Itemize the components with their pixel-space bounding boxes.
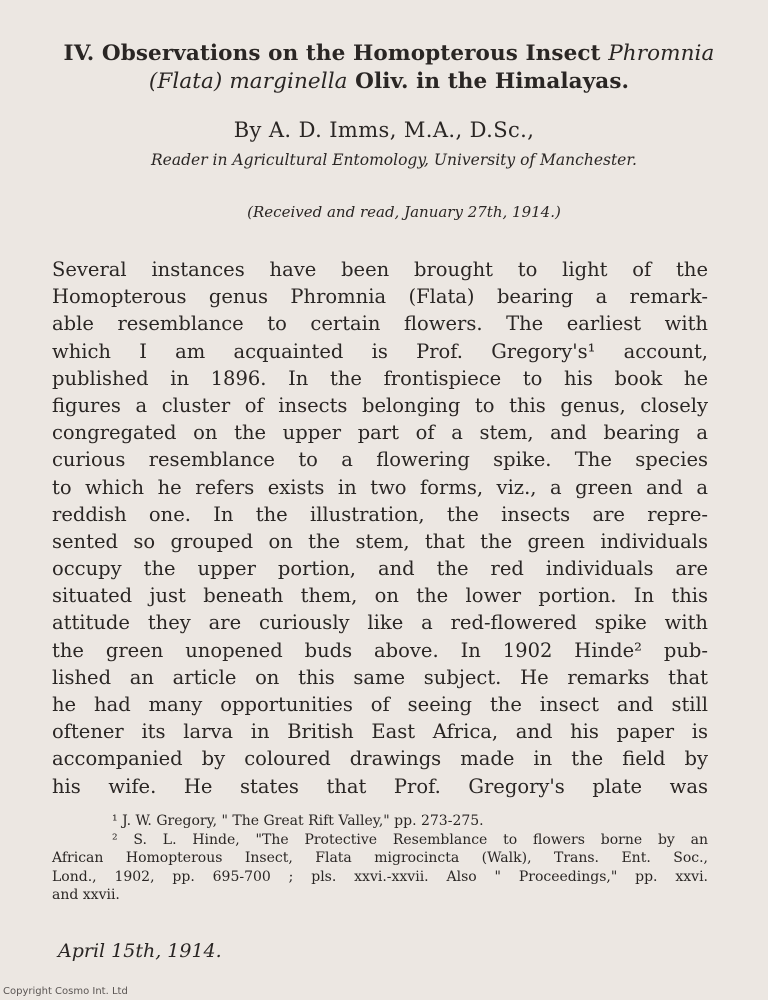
body-line: situated just beneath them, on the lower portion. In this xyxy=(52,584,708,608)
body-line: oftener its larva in British East Africa, and his paper is xyxy=(52,720,708,744)
author-byline: By A. D. Imms, M.A., D.Sc., xyxy=(233,118,535,142)
body-line: published in 1896. In the frontispiece to his book he xyxy=(52,366,708,390)
body-line: accompanied by coloured drawings made in the field by xyxy=(52,747,708,771)
body-line: congregated on the upper part of a stem, and bearing a xyxy=(52,421,708,445)
footnote-2-end: and xxvii. xyxy=(52,887,120,903)
body-line: which I am acquainted is Prof. Gregory's¹ account, xyxy=(52,339,708,363)
author-affiliation: Reader in Agricultural Entomology, University of Manchester. xyxy=(151,151,637,169)
body-paragraph xyxy=(52,256,708,800)
body-line: figures a cluster of insects belonging to this genus, closely xyxy=(52,393,708,417)
title-line-1 xyxy=(30,40,748,68)
body-line: reddish one. In the illustration, the insects are repre- xyxy=(52,502,708,526)
title-line-2 xyxy=(30,68,748,96)
body-line: attitude they are curiously like a red-flowered spike with xyxy=(52,611,708,635)
body-line: Homopterous genus Phromnia (Flata) bearing a remark- xyxy=(52,285,708,309)
title-species: (Flata) marginella xyxy=(148,69,348,94)
body-line: curious resemblance to a flowering spike. The species xyxy=(52,448,708,472)
body-line: to which he refers exists in two forms, viz., a green and a xyxy=(52,475,708,499)
body-line: able resemblance to certain flowers. The earliest with xyxy=(52,312,708,336)
body-line: he had many opportunities of seeing the insect and still xyxy=(52,693,708,716)
footnote-2-cont: Lond., 1902, pp. 695-700 ; pls. xxvi.-xxvii. Also " Proceedings," pp. xxvi. xyxy=(52,868,708,885)
body-line: sented so grouped on the stem, that the green individuals xyxy=(52,529,708,553)
body-line: his wife. He states that Prof. Gregory's plate was xyxy=(52,774,708,798)
footnote-2-cont: African Homopterous Insect, Flata migrocincta (Walk), Trans. Ent. Soc., xyxy=(52,850,708,866)
body-line: the green unopened buds above. In 1902 Hinde² pub- xyxy=(52,638,708,662)
body-line: lished an article on this same subject. He remarks that xyxy=(52,665,708,689)
received-date: (Received and read, January 27th, 1914.) xyxy=(247,203,561,221)
copyright-watermark: Copyright Cosmo Int. Ltd xyxy=(3,986,128,997)
footnote-1: ¹ J. W. Gregory, " The Great Rift Valley," pp. 273-275. xyxy=(112,813,484,829)
body-line: Several instances have been brought to light of the xyxy=(52,258,708,281)
title-text-end: Oliv. in the Himalayas. xyxy=(347,69,630,94)
document-date: April 15th, 1914. xyxy=(58,940,222,962)
body-line: occupy the upper portion, and the red individuals are xyxy=(52,557,708,581)
article-title xyxy=(30,40,748,96)
footnotes xyxy=(52,812,708,905)
title-genus: Phromnia xyxy=(608,41,715,66)
footnote-2: ² S. L. Hinde, "The Protective Resemblance to flowers borne by an xyxy=(112,831,708,848)
title-text: IV. Observations on the Homopterous Insect xyxy=(63,41,609,66)
